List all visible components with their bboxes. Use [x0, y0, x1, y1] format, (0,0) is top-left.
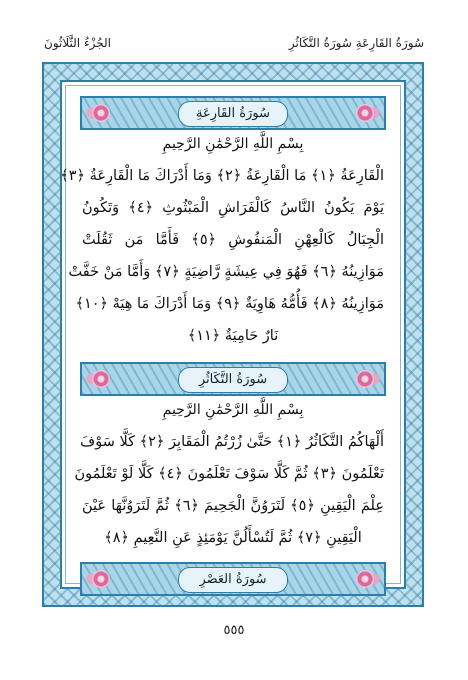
- verse-line: تَعْلَمُونَ ﴿٣﴾ ثُمَّ كَلَّا سَوْفَ تَعْلَمُونَ ﴿٤﴾ كَلَّا لَوْ تَعْلَمُونَ: [74, 466, 384, 482]
- flower-ornament-icon: [356, 370, 374, 388]
- verse-line: نَارٌ حَامِيَةٌ ﴿١١﴾: [187, 328, 279, 344]
- text-area: [60, 80, 406, 589]
- surah-banner-takathur: [80, 362, 386, 396]
- verse-line: مَوَازِينُهُ ﴿٨﴾ فَأُمُّهُ هَاوِيَةٌ ﴿٩﴾ وَمَا أَدْرَاكَ مَا هِيَهْ ﴿١٠﴾: [75, 296, 384, 312]
- verse-line: الْيَقِينِ ﴿٧﴾ ثُمَّ لَتُسْأَلُنَّ يَوْمَئِذٍ عَنِ النَّعِيمِ ﴿٨﴾: [104, 530, 362, 546]
- page-number: ٥٥٥: [223, 623, 245, 638]
- surah-title-asr: سُورَةُ العَصْرِ: [178, 567, 288, 593]
- surah-banner-asr: [80, 562, 386, 596]
- flower-ornament-icon: [92, 570, 110, 588]
- verse-line: أَلْهَاكُمُ التَّكَاثُرُ ﴿١﴾ حَتَّىٰ زُرْتُمُ الْمَقَابِرَ ﴿٢﴾ كَلَّا سَوْفَ: [80, 434, 384, 450]
- verse-line: عِلْمَ الْيَقِينِ ﴿٥﴾ لَتَرَوُنَّ الْجَحِيمَ ﴿٦﴾ ثُمَّ لَتَرَوُنَّهَا عَيْنَ: [82, 498, 384, 514]
- surah-banner-qariah: [80, 96, 386, 130]
- verse-line: مَوَازِينُهُ ﴿٦﴾ فَهُوَ فِي عِيشَةٍ رَّاضِيَةٍ ﴿٧﴾ وَأَمَّا مَنْ خَفَّتْ: [68, 264, 384, 280]
- flower-ornament-icon: [92, 370, 110, 388]
- verse-line: الْجِبَالُ كَالْعِهْنِ الْمَنفُوشِ ﴿٥﴾ فَأَمَّا مَن ثَقُلَتْ: [82, 232, 384, 248]
- flower-ornament-icon: [356, 104, 374, 122]
- surah-title-qariah: سُورَةُ القَارِعَةِ: [178, 101, 288, 127]
- basmala-1: بِسْمِ اللَّهِ الرَّحْمَٰنِ الرَّحِيمِ: [162, 136, 304, 152]
- surah-title-takathur: سُورَةُ التَّكَاثُرِ: [178, 367, 288, 393]
- flower-ornament-icon: [92, 104, 110, 122]
- flower-ornament-icon: [356, 570, 374, 588]
- header-surah-names: سُورَةُ القَارِعَةِ سُورَةُ التَّكَاثُرِ: [288, 36, 424, 50]
- basmala-2: بِسْمِ اللَّهِ الرَّحْمَٰنِ الرَّحِيمِ: [162, 402, 304, 418]
- verse-line: يَوْمَ يَكُونُ النَّاسُ كَالْفَرَاشِ الْمَبْثُوثِ ﴿٤﴾ وَتَكُونُ: [82, 200, 384, 216]
- verse-line: الْقَارِعَةُ ﴿١﴾ مَا الْقَارِعَةُ ﴿٢﴾ وَمَا أَدْرَاكَ مَا الْقَارِعَةُ ﴿٣﴾: [60, 168, 384, 184]
- page-frame: [42, 62, 424, 607]
- header-juz: الجُزْءُ الثَّلَاثُونَ: [44, 36, 111, 50]
